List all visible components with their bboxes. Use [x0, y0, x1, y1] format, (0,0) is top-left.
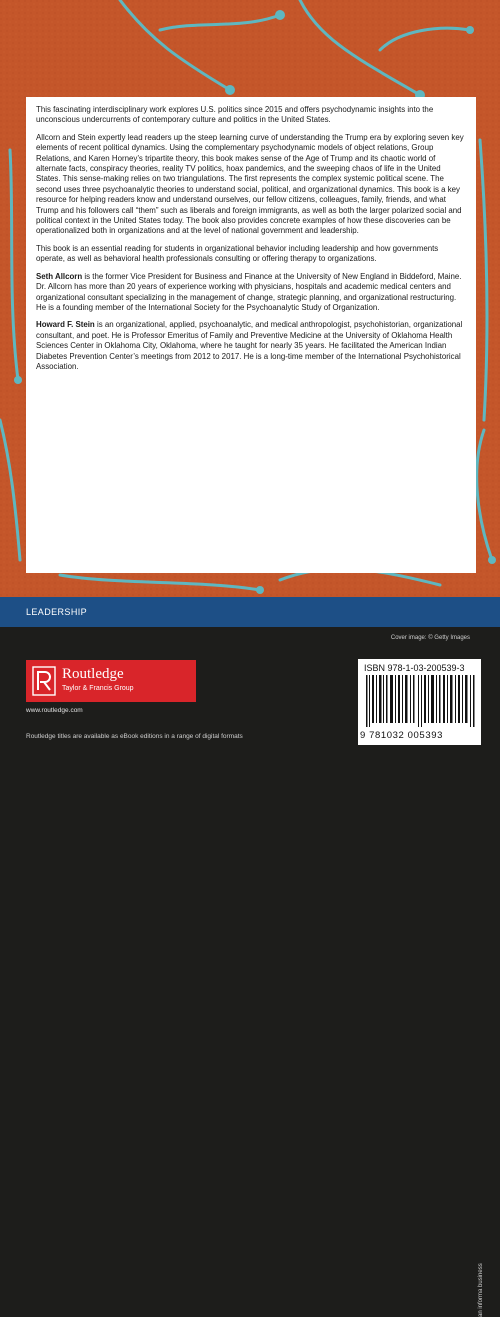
- ebook-note: Routledge titles are available as eBook editions in a range of digital formats: [26, 733, 243, 740]
- category-label: LEADERSHIP: [26, 607, 88, 617]
- barcode-digits: 9 781032 005393: [360, 730, 443, 741]
- category-band: [0, 597, 500, 627]
- author-name-2: Howard F. Stein: [36, 320, 95, 330]
- cover-credit: Cover image: © Getty Images: [390, 635, 470, 641]
- blurb-panel: [26, 97, 476, 573]
- author-bio-1: [36, 272, 466, 314]
- routledge-r-icon: [32, 666, 56, 696]
- author-bio-2-text: is an organizational, applied, psychoanalytic, and medical anthropologist, psychohistorian, organizational consultant, and poet. He is Professor Emeritus of Family and Preventive Medicine at the University of Oklahoma Health Sciences Center in Oklahoma City, Oklahoma, where he taught for nearly 35 years. He facilitated the American Indian Diabetes Prevention Center’s meetings from 2012 to 2017. He is a long-time member of the International Psychohistorical Association.: [36, 320, 463, 371]
- publisher-logo: [26, 660, 196, 702]
- publisher-website: www.routledge.com: [26, 707, 83, 714]
- isbn-barcode-box: [358, 659, 481, 745]
- blurb-paragraph-3: This book is an essential reading for students in organizational behavior including leadership and how governments operate, as well as behavioral health professionals consulting or offering therapy to organizations.: [36, 243, 439, 264]
- author-bio-1-text: is the former Vice President for Business and Finance at the University of New England in Biddeford, Maine. Dr. Allcorn has more than 20 years of experience working with physicians, hospitals and academic medical centers and organizational consultant specializing in the management of change, strategic planning, and organizational restructuring. He is a founding member of the International Society for the Psychoanalytic Study of Organization.: [36, 271, 462, 312]
- blurb-paragraph-2: Allcorn and Stein expertly lead readers up the steep learning curve of understanding the Trump era by exploring seven key elements of recent political dynamics. Using the complementary psychodynamic models of object relations, Group Relations, and Karen Horney’s tripartite theory, this book makes sense of the Age of Trump and its chaotic world of alternate facts, conspiracy theories, reality TV politics, hoax pandemics, and the sweeping chaos of life in the United States. This sense-making relies on two triangulations. The first represents the complex systemic political scene. The second uses three psychoanalytic theories to understand social, political, and organizational dynamics. This book is a key resource for helping readers know and understand ourselves, our fellow citizens, colleagues, family, friends, and what Trump and his followers call “them” such as liberals and foreign immigrants, as well as both the larger polarized social and political context in the United States today. The book also provides concrete examples of how these discoveries can be operationalized both in organizations and at the level of national government and leadership.: [36, 132, 464, 236]
- author-bio-2: [36, 320, 466, 372]
- footer: [0, 627, 500, 1317]
- informa-side-text: an informa business: [478, 1263, 484, 1317]
- barcode-icon: [364, 675, 477, 727]
- blurb-paragraph-1: This fascinating interdisciplinary work explores U.S. politics since 2015 and offers psychodynamic insights into the unconscious undercurrents of contemporary culture and politics in the United States.: [36, 105, 434, 125]
- publisher-subtitle: Taylor & Francis Group: [62, 685, 134, 692]
- publisher-name: Routledge: [62, 666, 124, 682]
- author-name-1: Seth Allcorn: [36, 271, 83, 281]
- isbn-number: ISBN 978-1-03-200539-3: [364, 663, 465, 673]
